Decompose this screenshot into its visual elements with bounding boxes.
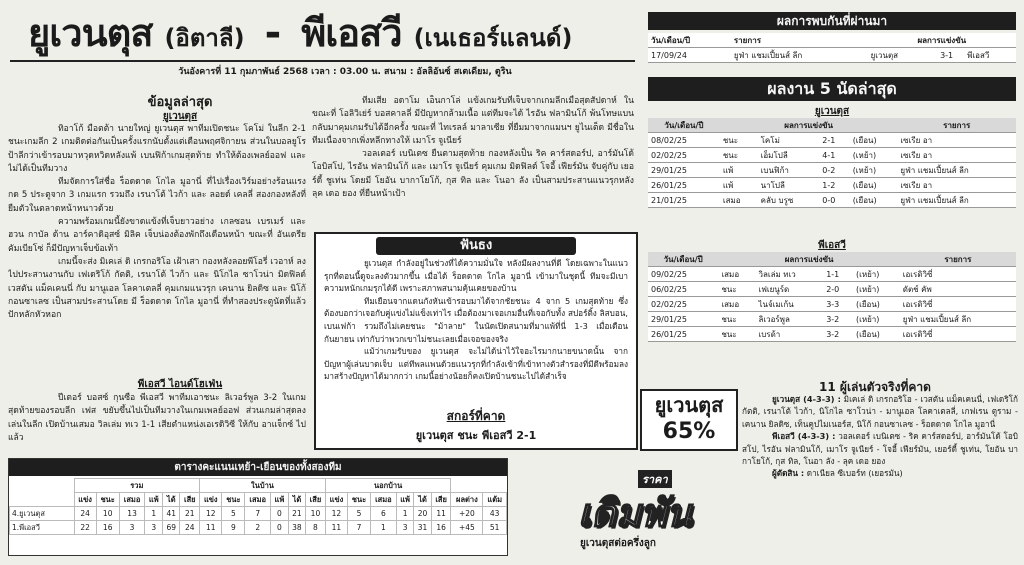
standings-col: ชนะ (222, 493, 245, 507)
form-opp: เบรด้า (755, 327, 823, 342)
h2h-score: 3-1 (929, 48, 964, 63)
form-res: ชนะ (718, 282, 755, 297)
standings-heading: ตารางคะแนนเหย้า-เยือนของทั้งสองทีม (9, 459, 507, 476)
standings-col: ได้ (414, 493, 431, 507)
juve-info-text (8, 123, 306, 371)
standings-col: ได้ (163, 493, 180, 507)
standings-cell: 9 (222, 521, 245, 535)
referee-label: ผู้ตัดสิน : (772, 468, 805, 479)
form-opp: วิลเล่ม ทเว (755, 267, 823, 282)
psv-lineup: วอลเตอร์ เบนิเตซ - ริค คาร์สดอร์ป, อาร์มันโด้ โอบิสโป, ไรอัน ฟลามินโก้, เมาโร จูเนียร์ - โจอี้ เฟียร์มัน, เยอร์ดี้ ชูเท่น, โยอัน บากาโยโก้, กุส ทิล, โนอา ลัง - ลุค เดอ ยอง (742, 431, 1018, 467)
standings-cell: 1 (396, 507, 414, 521)
standings-cell: 41 (163, 507, 180, 521)
form-opp: นาโปลี (758, 178, 820, 193)
standings-cell: 16 (431, 521, 451, 535)
standings-cell: 11 (200, 521, 222, 535)
form-comp: ยูฟ่า แชมเปี้ยนส์ ลีก (897, 163, 1016, 178)
standings-group-total: รวม (74, 479, 200, 493)
juve-lineup-label: ยูเวนตุส (4-3-3) : (772, 394, 841, 404)
col-date: วัน/เดือน/ปี (648, 252, 718, 267)
form-venue: (เหย้า) (853, 312, 900, 327)
form-res: ชนะ (718, 312, 755, 327)
h2h-col-date: วัน/เดือน/ปี (648, 33, 731, 48)
standings-col: เสมอ (245, 493, 271, 507)
table-row (648, 163, 1016, 178)
form-comp: เซเรีย อา (897, 148, 1016, 163)
standings-cell: 5 (222, 507, 245, 521)
form-date: 26/01/25 (648, 327, 718, 342)
col-result: ผลการแข่งขัน (718, 252, 899, 267)
form-venue: (เหย้า) (850, 163, 898, 178)
h2h-table (648, 33, 1016, 63)
form-comp: เอเรดิวิซี่ (900, 297, 1016, 312)
standings-cell: 31 (414, 521, 431, 535)
juve-paragraph: ความพร้อมเกมนี้ยังขาดแข้งที่เจ็บยาวอย่าง เกลซอน เบรเมร์ และ ฮวน กาบัล ด้าน อาร์คาดิอุสซ์ มิลิค เจ็บน่องต้องพักถึงเดือนหน้า ขณะที่ อันเดรีย คัมเบียโซ่ ก็มีปัญหาเจ็บข้อเท้า (8, 217, 306, 254)
form-venue: (เยือน) (850, 178, 898, 193)
away-team-country: (เนเธอร์แลนด์) (413, 24, 573, 52)
table-row (648, 133, 1016, 148)
col-date: วัน/เดือน/ปี (648, 118, 720, 133)
standings-cell: 24 (180, 521, 200, 535)
juve-form-title: ยูเวนตุส (814, 106, 850, 117)
psv-form-title: พีเอสวี (818, 240, 846, 251)
home-team-name: ยูเวนตุส (28, 11, 153, 55)
standings-cell: 69 (163, 521, 180, 535)
table-row (648, 282, 1016, 297)
col-comp: รายการ (900, 252, 1016, 267)
juve-info-heading: ยูเวนตุส (162, 111, 198, 122)
table-row (648, 327, 1016, 342)
form-res: เสมอ (718, 267, 755, 282)
form-venue: (เยือน) (850, 193, 898, 208)
form-heading: ผลงาน 5 นัดล่าสุด (648, 77, 1016, 101)
standings-col: แข่ง (200, 493, 222, 507)
standings-cell: 12 (200, 507, 222, 521)
form-venue: (เหย้า) (850, 148, 898, 163)
form-score: 1-2 (819, 178, 849, 193)
table-row (648, 178, 1016, 193)
standings-cell: 51 (483, 521, 507, 535)
standings-cell: 7 (245, 507, 271, 521)
predicted-score: ยูเวนตุส ชนะ พีเอสวี 2-1 (415, 429, 537, 442)
juve-paragraph: ทีมจัดการใส่ชื่อ ร็อดดาด โกไล มูอานี่ ที่ไปเรื่องเวิร์มอย่างร้อนแรงกด 5 ประตูจาก 3 เกมแรก รวมถึง เรนาโต้ ไวก้า และ ลอยด์ เคลลี่ สองกองหลังที่ยืมตัวในตลาดหน้าหนาวด้วย (8, 177, 306, 214)
standings-col: ผลต่าง (451, 493, 483, 507)
standings-cell: 21 (288, 507, 305, 521)
psv-paragraph: ปีเตอร์ บอสซ์ กุนซือ พีเอสวี พาทีมเอาชนะ ลิเวอร์พูล 3-2 ในเกมสุดท้ายของรอบลีก เฟส ขยับขึ้นไปเป็นทีมวางในเกมเพลย์ออฟ ส่วนเกมล่าสุดลงเล่นในลีก เปิดบ้านเสมอ วิลเล่ม ทเว 1-1 เสียตำแหน่งเอเรดิวิซี ให้กับ อาแจ็กซ์ ไปแล้ว (8, 393, 306, 443)
form-opp: เบนฟิก้า (758, 163, 820, 178)
standings-cell: 3 (119, 521, 145, 535)
standings-cell: 1 (371, 521, 397, 535)
analysis-box (314, 232, 638, 450)
col-comp: รายการ (897, 118, 1016, 133)
form-comp: เซเรีย อา (897, 178, 1016, 193)
standings-col: เสีย (431, 493, 451, 507)
standings-col: แต้ม (483, 493, 507, 507)
title-separator: - (264, 10, 282, 56)
standings-col: เสีย (306, 493, 326, 507)
standings-team: 1.พีเอสวี (10, 521, 75, 535)
form-date: 29/01/25 (648, 163, 720, 178)
h2h-date: 17/09/24 (648, 48, 731, 63)
form-date: 29/01/25 (648, 312, 718, 327)
standings-cell: 11 (325, 521, 347, 535)
form-comp: ยูฟ่า แชมเปี้ยนส์ ลีก (900, 312, 1016, 327)
standings-cell: 10 (306, 507, 326, 521)
standings-cell: 13 (119, 507, 145, 521)
form-comp: ดัตช์ คัพ (900, 282, 1016, 297)
form-score: 2-1 (819, 133, 849, 148)
standings-col: เสีย (180, 493, 200, 507)
latest-info-heading: ข้อมูลล่าสุด (147, 95, 213, 110)
standings-cell: 43 (483, 507, 507, 521)
standings-cell: 21 (180, 507, 200, 521)
analysis-paragraph: แม้ว่าเกมรับของ ยูเวนตุส จะไม่ได้น่าไว้ใจอะไรมากนายขนาดนั้น จากปัญหาผู้เล่นบาดเจ็บ แต่ทีพลแพนด้วยแนวรุกที่กำลังเข้าที่เข้าทางตัวสำรองที่มีดีพร้อมลงมาสร้างปัญหาได้มากกว่า เกมนี้อย่างน้อยก็คงเปิดบ้านชนะไปได้สำเร็จ (324, 346, 628, 382)
analysis-paragraph: ทีมเยือนจากแดนกังหันเข้ารอบมาได้จากชัยชนะ 4 จาก 5 เกมสุดท้าย ซึ่งต้องบอกว่าเจอกับคู่แข่งไม่แข็งเท่าไร เมื่อต้องมาเจอเกมอื่นที่เจอกับทั้ง สปอร์ติ้ง ลิสบอน, เบนเฟก้า รวมถึงไม่เคยชนะ "ม้าลาย" ในนัดเปิดสนามที่มาแพ้ที่นี่ 1-3 เมื่อเดือนกันยายน เท่ากับว่าพวกเขาไม่ชนะเลยเมื่อเจอของจริง (324, 295, 628, 344)
form-res: เสมอ (720, 193, 758, 208)
win-prediction-box (640, 389, 738, 451)
standings-cell: 2 (245, 521, 271, 535)
psv-info-continued (312, 95, 634, 227)
form-date: 26/01/25 (648, 178, 720, 193)
psv-form-section (648, 238, 1016, 342)
table-row (648, 48, 1016, 63)
standings-cell: 10 (96, 507, 119, 521)
standings-col: เสมอ (119, 493, 145, 507)
form-score: 0-0 (819, 193, 849, 208)
form-score: 3-2 (823, 312, 853, 327)
standings-cell: 20 (414, 507, 431, 521)
standings-cell: 0 (271, 521, 289, 535)
juve-paragraph: ทิอาโก้ มือตต้า นายใหญ่ ยูเวนตุส พาทีมเปิดชนะ โคโม่ ในลีก 2-1 ชนะเกมลีก 2 เกมติดต่อกันเป็นครั้งแรกนับตั้งแต่เดือนพฤศจิกายน ส่วนในบอลยูโรป้าลีกว่าเข้ารอบมาหวุดหวิดหลังแพ้ เบนฟิก้าเกมสุดท้าย ทำให้ต้องเพลย์ออฟ และไม่ได้เป็นทีมวาง (8, 124, 306, 174)
standings-cell: 0 (271, 507, 289, 521)
match-info: วันอังคารที่ 11 กุมภาพันธ์ 2568 เวลา : 03.00 น. สนาม : อัลลิอันซ์ สเตเดียม, ตูริน (178, 67, 512, 77)
form-comp: เอเรดิวิซี่ (900, 327, 1016, 342)
psv-paragraph: ทีมเสีย อดาโม เอ็นกาโล่ แข้งเกมรับที่เจ็บจากเกมลีกเมื่อสุดสัปดาห์ ในขณะที่ โอลิวิเย่ร์ บอสคาลลี่ มีปัญหากล้ามเนื้อ แต่ทีมจะได้ ไรอัน ฟลามินโก้ พ้นโทษแบนกลับมาคุมเกมรับได้อีกครั้ง ขณะที่ ไทเรลล์ มาลาเซีย ที่ยืมมาจากแมนฯ ยูไนเต็ด มีชื่อในทีมเนื่องจากเพิ่งหลีกทางให้ เมาโร จูเนียร์ (312, 96, 634, 146)
logo-small-text: ราคา (638, 470, 672, 488)
table-row (648, 297, 1016, 312)
prediction-percent: 65% (662, 419, 716, 444)
form-venue: (เยือน) (853, 297, 900, 312)
standings-cell: 24 (74, 507, 96, 521)
form-score: 3-2 (823, 327, 853, 342)
form-opp: โคโม่ (758, 133, 820, 148)
juve-form-section (648, 104, 1016, 208)
juve-paragraph: เกมนี้จะส่ง มิเคเล่ ดิ เกรกอริโอ เฝ้าเสา กองหลังลอยพีโอรี่ เวอาห์ ลงไปประสานงานกับ เฟเดริโก้ กัตติ, เรนาโต้ ไวก้า และ นิโกไล ซาโวน่า มิดฟิลด์ เวสตัน แม็คเคนนี่ กับ มานูเอล โลคาเตลลี่ คุมเกมแนวรุก เคนาน ยิลดิซ และ นิโก้ กอนซาเลซ เป็นสามประสานโดย มี ร็อดดาด โกไล มูอานี่ ที่ทำสองประตูนัดที่แล้วปักหลักหัวหอก (8, 256, 306, 321)
table-row (648, 148, 1016, 163)
standings-table (9, 478, 507, 535)
psv-lineup-label: พีเอสวี (4-3-3) : (772, 431, 836, 442)
form-opp: ไนจ์เมเก้น (755, 297, 823, 312)
form-opp: เอ็มโปลี (758, 148, 820, 163)
standings-cell: 11 (431, 507, 451, 521)
h2h-home: ยูเวนตุส (868, 48, 930, 63)
form-date: 09/02/25 (648, 267, 718, 282)
prediction-team: ยูเวนตุส (654, 393, 724, 417)
away-team-name: พีเอสวี (301, 11, 402, 55)
form-date: 08/02/25 (648, 133, 720, 148)
form-venue: (เหย้า) (853, 282, 900, 297)
form-venue: (เยือน) (853, 327, 900, 342)
h2h-comp: ยูฟ่า แชมเปี้ยนส์ ลีก (731, 48, 868, 63)
analysis-paragraph: ยูเวนตุส กำลังอยู่ในช่วงที่ได้ความมั่นใจ หลังมีผลงานที่ดี โดยเฉพาะในแนวรุกที่ตอนนี้ดูจะลงตัวมากขึ้น เมื่อได้ ร็อดดาด โกไล มูอานี่ เข้ามาในชุดนี้ ทีมจะมีเบาความหนักเกมรุกได้ดี เพราะสภาพสนามคุ้นเคยของบ้าน (324, 258, 628, 294)
form-res: แพ้ (720, 178, 758, 193)
standings-col: ได้ (288, 493, 305, 507)
form-date: 02/02/25 (648, 148, 720, 163)
h2h-col-comp: รายการ (731, 33, 868, 48)
form-venue: (เยือน) (850, 133, 898, 148)
analysis-text (316, 257, 636, 405)
home-team-country: (อิตาลี) (164, 24, 245, 52)
form-opp: ลิเวอร์พูล (755, 312, 823, 327)
form-date: 02/02/25 (648, 297, 718, 312)
predicted-score-heading: สกอร์ที่คาด (446, 409, 506, 423)
psv-info-text (8, 392, 306, 452)
standings-cell: +20 (451, 507, 483, 521)
analysis-heading: ฟันธง (376, 237, 576, 255)
form-res: ชนะ (720, 148, 758, 163)
form-opp: คลับ บรูซ (758, 193, 820, 208)
lineups-text (742, 393, 1018, 525)
table-row (648, 267, 1016, 282)
standings-cell: 3 (145, 521, 163, 535)
col-result: ผลการแข่งขัน (720, 118, 898, 133)
standings-cell: 6 (371, 507, 397, 521)
brand-logo (540, 468, 720, 558)
standings-col: แพ้ (396, 493, 414, 507)
psv-info-heading: พีเอสวี ไอนด์โฮเฟ่น (137, 379, 223, 390)
standings-group-home: ในบ้าน (200, 479, 326, 493)
psv-paragraph: วอลเตอร์ เบนิเตซ ยืนตามสุดท้าย กองหลังเป็น ริค คาร์สดอร์ป, อาร์มันโด้ โอบิสโป, ไรอัน ฟลามินโก้ และ เมาโร จูเนียร์ คุมเกม มิดฟิลด์ โจอี้ เฟียร์มัน จับคู่กับ เยอร์ดี้ ชูเท่น โดยมี โยอัน บากาโยโก้, กุส ทิล และ โนอา ลัง เป็นสามประสานแนวรุกหลัง ลุค เดอ ยอง ที่ยืนหน้าเป้า (312, 149, 634, 200)
standings-cell: 1 (145, 507, 163, 521)
standings-col: ชนะ (348, 493, 371, 507)
standings-col: แพ้ (271, 493, 289, 507)
standings-col: แข่ง (74, 493, 96, 507)
standings-col: แข่ง (325, 493, 347, 507)
form-score: 2-0 (823, 282, 853, 297)
lineups-heading: 11 ผู้เล่นตัวจริงที่คาด (819, 380, 931, 394)
standings-cell: 7 (348, 521, 371, 535)
standings-cell: 22 (74, 521, 96, 535)
psv-form-table (648, 252, 1016, 342)
standings-cell: 3 (396, 521, 414, 535)
table-row (10, 521, 507, 535)
logo-main-text: เดิมพัน (578, 490, 692, 535)
standings-col: ชนะ (96, 493, 119, 507)
standings-box (8, 458, 508, 556)
form-venue: (เหย้า) (853, 267, 900, 282)
h2h-col-result: ผลการแข่งขัน (868, 33, 1016, 48)
form-comp: ยูฟ่า แชมเปี้ยนส์ ลีก (897, 193, 1016, 208)
brand-tagline: ยูเวนตุสต่อครึ่งลูก (580, 538, 656, 549)
standings-team: 4.ยูเวนตุส (10, 507, 75, 521)
standings-cell: 38 (288, 521, 305, 535)
match-title (28, 2, 623, 57)
juve-lineup: มิเคเล่ ดิ เกรกอริโอ - เวสตัน แม็คเคนนี่, เฟเดริโก้ กัตติ, เรนาโต้ ไวก้า, นิโกไล ซาโวน่า - มานูเอล โลคาเตลลี่, เกฟเรน ตูราม - เคนาน ยิลดิซ, เท็นคูปไมเนอร์ส, นิโก้ กอนซาเลซ - ร็อดดาด โกไล มูอานี่ (742, 394, 1018, 429)
form-res: ชนะ (720, 133, 758, 148)
table-row (10, 507, 507, 521)
form-comp: เอเรดิวิซี่ (900, 267, 1016, 282)
form-score: 4-1 (819, 148, 849, 163)
table-row (648, 193, 1016, 208)
form-score: 0-2 (819, 163, 849, 178)
h2h-away: พีเอสวี (964, 48, 1016, 63)
form-res: แพ้ (720, 163, 758, 178)
referee-name: ดาเนียล ซีเบอร์ท (เยอรมัน) (806, 468, 903, 479)
standings-cell: +45 (451, 521, 483, 535)
juve-form-table (648, 118, 1016, 208)
table-row (648, 312, 1016, 327)
standings-col: เสมอ (371, 493, 397, 507)
standings-group-away: นอกบ้าน (325, 479, 451, 493)
standings-cell: 8 (306, 521, 326, 535)
standings-col: แพ้ (145, 493, 163, 507)
standings-cell: 5 (348, 507, 371, 521)
form-date: 06/02/25 (648, 282, 718, 297)
form-comp: เซเรีย อา (897, 133, 1016, 148)
form-score: 3-3 (823, 297, 853, 312)
standings-cell: 16 (96, 521, 119, 535)
form-res: เสมอ (718, 297, 755, 312)
standings-cell: 12 (325, 507, 347, 521)
form-date: 21/01/25 (648, 193, 720, 208)
h2h-heading: ผลการพบกันที่ผ่านมา (648, 12, 1016, 30)
form-opp: เฟเยนูร์ด (755, 282, 823, 297)
form-score: 1-1 (823, 267, 853, 282)
title-rule (10, 60, 635, 62)
form-res: ชนะ (718, 327, 755, 342)
